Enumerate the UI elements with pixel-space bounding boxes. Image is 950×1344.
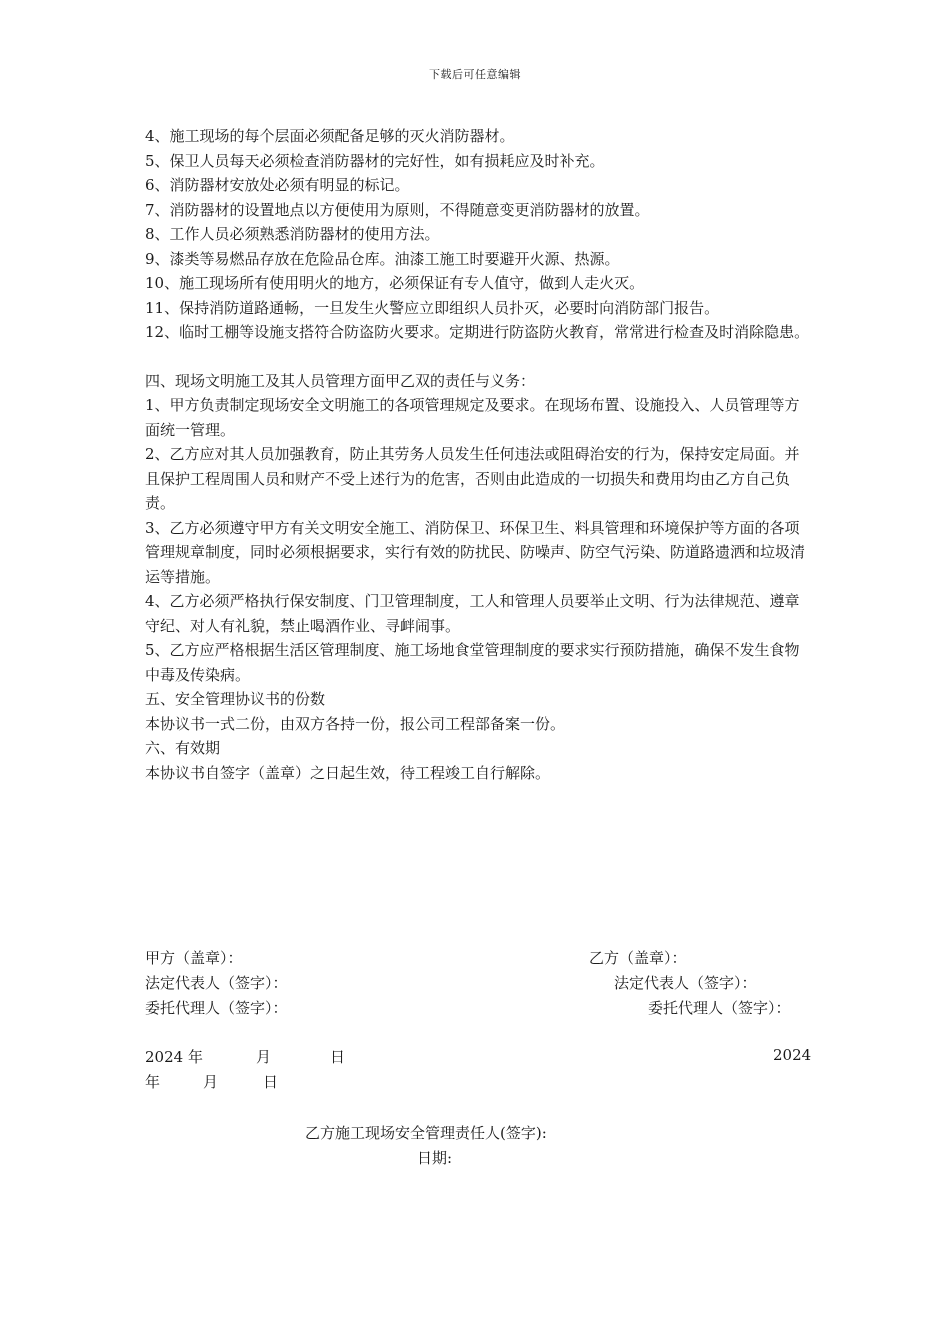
header-note: 下载后可任意编辑 <box>429 68 521 81</box>
document-body <box>145 124 810 785</box>
date-b-month: 月 <box>203 1073 219 1091</box>
party-a-rep: 法定代表人（签字）： <box>145 974 288 992</box>
date-b-year-char: 年 <box>145 1073 161 1091</box>
party-a-seal: 甲方（盖章）： <box>145 949 243 967</box>
party-a-agent: 委托代理人（签字）： <box>145 999 288 1017</box>
fire-item-7: 7、消防器材的设置地点以方便使用为原则，不得随意变更消防器材的放置。 <box>145 200 650 219</box>
fire-item-10: 10、施工现场所有使用明火的地方，必须保证有专人值守，做到人走火灭。 <box>145 274 645 292</box>
date-a-year: 2024 年 <box>145 1048 203 1066</box>
party-b-agent: 委托代理人（签字）： <box>648 999 791 1017</box>
section6-heading: 六、有效期 <box>145 739 221 757</box>
fire-item-5: 5、保卫人员每天必须检查消防器材的完好性，如有损耗应及时补充。 <box>145 151 605 170</box>
fire-item-6: 6、消防器材安放处必须有明显的标记。 <box>145 176 410 194</box>
paragraph-spacer <box>145 345 810 369</box>
date-b-day: 日 <box>263 1073 279 1091</box>
section4-heading: 四、现场文明施工及其人员管理方面甲乙双的责任与义务： <box>145 371 536 390</box>
date-label: 日期: <box>417 1149 453 1167</box>
date-a-day: 日 <box>330 1048 346 1066</box>
section4-item-3: 3、乙方必须遵守甲方有关文明安全施工、消防保卫、环保卫生、料具管理和环境保护等方面的各项管理规章制度，同时必须根据要求，实行有效的防扰民、防噪声、防空气污染、防道路遗洒和垃圾清运等措施。 <box>145 518 806 586</box>
party-b-seal: 乙方（盖章）： <box>589 949 687 967</box>
section4-item-2: 2、乙方应对其人员加强教育，防止其劳务人员发生任何违法或阻碍治安的行为，保持安定局面。并且保护工程周围人员和财产不受上述行为的危害，否则由此造成的一切损失和费用均由乙方自己负责。 <box>145 445 800 512</box>
fire-item-8: 8、工作人员必须熟悉消防器材的使用方法。 <box>145 225 440 243</box>
fire-item-11: 11、保持消防道路通畅，一旦发生火警应立即组织人员扑灭，必要时向消防部门报告。 <box>145 298 720 317</box>
date-a-month: 月 <box>256 1048 272 1066</box>
section5-body: 本协议书一式二份，由双方各持一份，报公司工程部备案一份。 <box>145 714 566 733</box>
section5-heading: 五、安全管理协议书的份数 <box>145 690 326 708</box>
fire-item-12: 12、临时工棚等设施支搭符合防盗防火要求。定期进行防盗防火教育，常常进行检查及时消除隐患。 <box>145 323 810 341</box>
section6-body: 本协议书自签字（盖章）之日起生效，待工程竣工自行解除。 <box>145 763 551 782</box>
section4-item-1: 1、甲方负责制定现场安全文明施工的各项管理规定及要求。在现场布置、设施投入、人员管理等方面统一管理。 <box>145 396 800 439</box>
fire-item-9: 9、漆类等易燃品存放在危险品仓库。油漆工施工时要避开火源、热源。 <box>145 249 620 268</box>
section4-item-5: 5、乙方应严格根据生活区管理制度、施工场地食堂管理制度的要求实行预防措施，确保不发生食物中毒及传染病。 <box>145 641 800 684</box>
date-b-year-number: 2024 <box>773 1046 812 1064</box>
party-b-rep: 法定代表人（签字）： <box>614 974 757 992</box>
site-safety-manager: 乙方施工现场安全管理责任人(签字): <box>305 1124 547 1142</box>
fire-item-4: 4、施工现场的每个层面必须配备足够的灭火消防器材。 <box>145 127 515 145</box>
section4-item-4: 4、乙方必须严格执行保安制度、门卫管理制度，工人和管理人员要举止文明、行为法律规范、遵章守纪、对人有礼貌，禁止喝酒作业、寻衅闹事。 <box>145 592 800 635</box>
